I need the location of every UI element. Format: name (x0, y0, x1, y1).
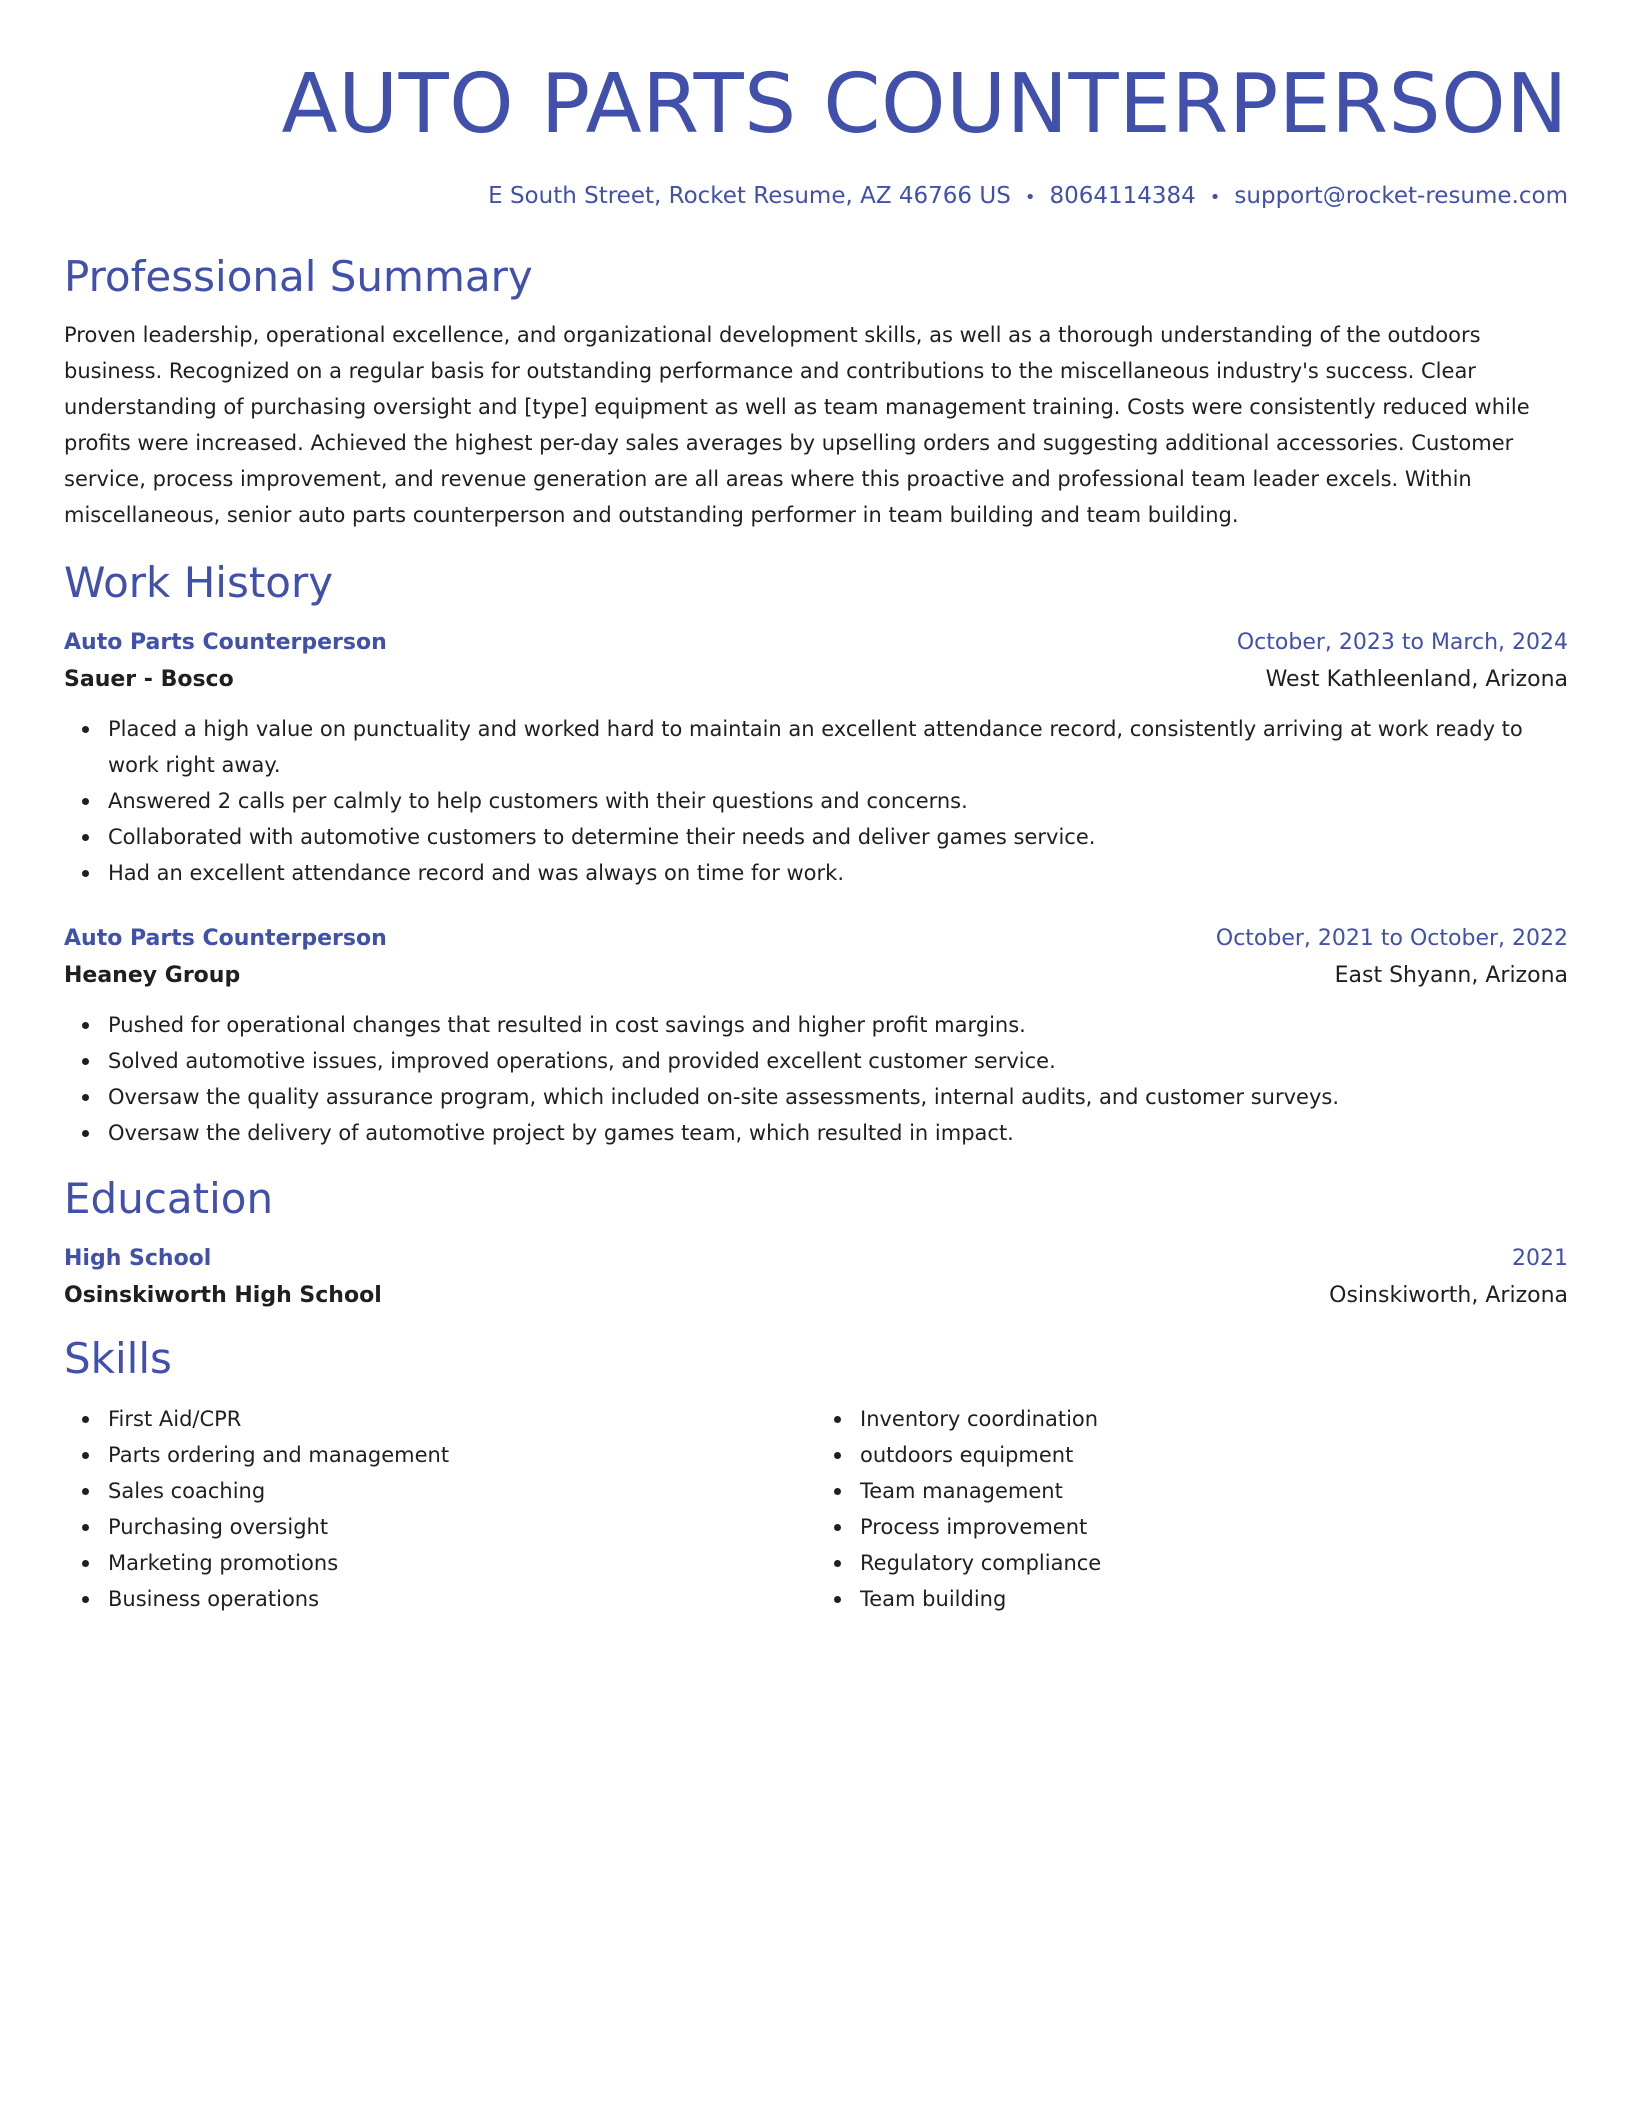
education-location: Osinskiworth, Arizona (1329, 1283, 1568, 1308)
contact-address: E South Street, Rocket Resume, AZ 46766 US (488, 183, 1011, 209)
contact-separator: • (1209, 187, 1221, 208)
job-header-row (64, 921, 1568, 957)
job-header-row (64, 625, 1568, 661)
contact-email[interactable]: support@rocket-resume.com (1234, 183, 1568, 209)
education-section (64, 1173, 1568, 1315)
contact-line (64, 179, 1568, 215)
job-duty-item: Oversaw the delivery of automotive project by games team, which resulted in impact. (108, 1115, 1568, 1151)
contact-phone[interactable]: 8064114384 (1049, 183, 1196, 209)
summary-heading: Professional Summary (64, 252, 533, 301)
resume-header (64, 55, 1568, 215)
skill-item: Team building (860, 1581, 1568, 1617)
job-company: Sauer - Bosco (64, 667, 234, 692)
work-history-heading: Work History (64, 558, 334, 607)
work-history-section (64, 557, 1568, 1151)
job-dates: October, 2021 to October, 2022 (1215, 926, 1568, 951)
education-school-row (64, 1277, 1568, 1315)
skill-item: Parts ordering and management (108, 1437, 816, 1473)
skill-item: Regulatory compliance (860, 1545, 1568, 1581)
education-degree: High School (64, 1246, 212, 1271)
candidate-name: AUTO PARTS COUNTERPERSON (281, 57, 1568, 152)
skills-heading: Skills (64, 1334, 172, 1383)
skills-section (64, 1333, 1568, 1617)
skill-item: outdoors equipment (860, 1437, 1568, 1473)
skills-list-right (816, 1401, 1568, 1617)
skill-item: Business operations (108, 1581, 816, 1617)
skills-grid (64, 1401, 1568, 1617)
job-duty-item: Collaborated with automotive customers to determine their needs and deliver games service. (108, 819, 1568, 855)
job-duty-item: Oversaw the quality assurance program, which included on-site assessments, internal audits, and customer surveys. (108, 1079, 1568, 1115)
education-entry (64, 1241, 1568, 1315)
job-company-row (64, 661, 1568, 699)
education-header-row (64, 1241, 1568, 1277)
skill-item: Inventory coordination (860, 1401, 1568, 1437)
skill-item: Process improvement (860, 1509, 1568, 1545)
job-title: Auto Parts Counterperson (64, 926, 387, 951)
education-heading: Education (64, 1174, 274, 1223)
job-duty-item: Placed a high value on punctuality and worked hard to maintain an excellent attendance record, consistently arriving at work ready to work right away. (108, 711, 1568, 783)
education-year: 2021 (1512, 1246, 1568, 1271)
job-entry (64, 625, 1568, 891)
job-company: Heaney Group (64, 963, 241, 988)
skill-item: Sales coaching (108, 1473, 816, 1509)
skill-item: First Aid/CPR (108, 1401, 816, 1437)
job-company-row (64, 957, 1568, 995)
job-dates: October, 2023 to March, 2024 (1236, 630, 1568, 655)
job-duty-item: Had an excellent attendance record and was always on time for work. (108, 855, 1568, 891)
job-title: Auto Parts Counterperson (64, 630, 387, 655)
skills-list-left (64, 1401, 816, 1617)
skill-item: Marketing promotions (108, 1545, 816, 1581)
job-duty-item: Pushed for operational changes that resulted in cost savings and higher profit margins. (108, 1007, 1568, 1043)
summary-text: Proven leadership, operational excellence, and organizational development skills, as well as a thorough understanding of the outdoors business. Recognized on a regular basis for outstanding performance and contributions to the miscellaneous industry's success. Clear understanding of purchasing oversight and [type] equipment as well as team management training. Costs were consistently reduced while profits were increased. Achieved the highest per-day sales averages by upselling orders and suggesting additional accessories. Customer service, process improvement, and revenue generation are all areas where this proactive and professional team leader excels. Within miscellaneous, senior auto parts counterperson and outstanding performer in team building and team building. (64, 323, 1530, 527)
education-school: Osinskiworth High School (64, 1283, 382, 1308)
job-entry (64, 921, 1568, 1151)
job-location: East Shyann, Arizona (1334, 963, 1568, 988)
skill-item: Purchasing oversight (108, 1509, 816, 1545)
skill-item: Team management (860, 1473, 1568, 1509)
job-location: West Kathleenland, Arizona (1265, 667, 1568, 692)
contact-separator: • (1024, 187, 1036, 208)
job-duty-item: Answered 2 calls per calmly to help customers with their questions and concerns. (108, 783, 1568, 819)
summary-section (64, 251, 1568, 533)
job-duties-list (64, 711, 1568, 891)
job-duties-list (64, 1007, 1568, 1151)
job-duty-item: Solved automotive issues, improved operations, and provided excellent customer service. (108, 1043, 1568, 1079)
